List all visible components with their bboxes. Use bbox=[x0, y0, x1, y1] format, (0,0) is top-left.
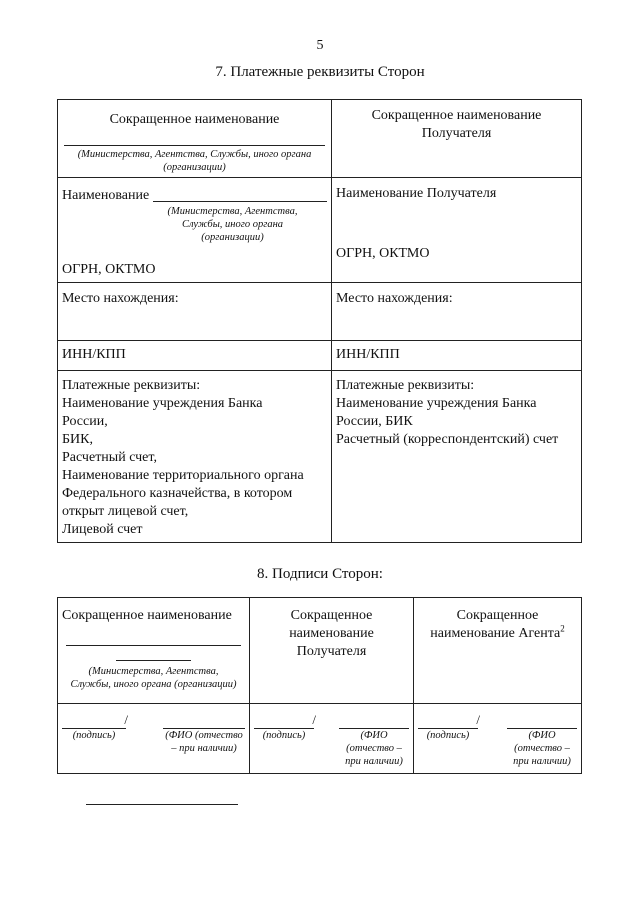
header-left-label: Сокращенное наименование bbox=[109, 112, 280, 127]
bank-right-line: Расчетный (корреспондентский) счет bbox=[336, 432, 559, 447]
fio-label: (ФИО (отчество – при наличии) bbox=[165, 730, 243, 754]
location-right: Место нахождения: bbox=[336, 291, 453, 306]
name-left-label: Наименование bbox=[62, 188, 150, 203]
name-right-label: Наименование Получателя bbox=[336, 186, 497, 201]
fio-line[interactable] bbox=[507, 715, 577, 729]
footnote-mark: 2 bbox=[560, 623, 565, 634]
sig-col1-header-cell bbox=[58, 598, 250, 704]
inn-left: ИНН/КПП bbox=[62, 347, 126, 362]
location-left: Место нахождения: bbox=[62, 291, 179, 306]
header-left-cell bbox=[58, 100, 332, 178]
sig-col1-line-short[interactable] bbox=[116, 660, 191, 661]
inn-right: ИНН/КПП bbox=[336, 347, 400, 362]
bank-left-line: Наименование учреждения Банка bbox=[62, 396, 263, 411]
bank-left-line: Федерального казначейства, в котором bbox=[62, 486, 293, 501]
sig-col3-header: Сокращенное наименование Агента bbox=[430, 608, 561, 641]
location-left-cell bbox=[58, 283, 332, 341]
name-left-cell bbox=[58, 178, 332, 283]
header-left-line[interactable] bbox=[64, 145, 325, 146]
signature-line[interactable]: / bbox=[62, 715, 126, 729]
fio-line[interactable] bbox=[163, 715, 245, 729]
sig-col3-header-cell bbox=[414, 598, 582, 704]
section-7-title: 7. Платежные реквизиты Сторон bbox=[215, 64, 425, 80]
bank-left-line: Расчетный счет, bbox=[62, 450, 157, 465]
bank-right-line: Платежные реквизиты: bbox=[336, 378, 475, 393]
sig-col3-sign-cell bbox=[414, 704, 582, 774]
fio-line[interactable] bbox=[339, 715, 409, 729]
bank-right-line: России, БИК bbox=[336, 414, 413, 429]
sig-col1-sign-cell bbox=[58, 704, 250, 774]
bank-left-cell bbox=[58, 371, 332, 543]
sig-col1-header: Сокращенное наименование bbox=[62, 608, 232, 623]
signature-line[interactable]: / bbox=[254, 715, 314, 729]
page-number: 5 bbox=[316, 38, 324, 53]
sig-col1-line[interactable] bbox=[66, 645, 241, 646]
signature-label: (подпись) bbox=[72, 730, 116, 741]
ogrn-left: ОГРН, ОКТМО bbox=[62, 262, 156, 277]
signature-label: (подпись) bbox=[426, 730, 470, 741]
footnote-separator bbox=[86, 804, 238, 805]
ogrn-right: ОГРН, ОКТМО bbox=[336, 246, 430, 261]
bank-left-line: Лицевой счет bbox=[62, 522, 143, 537]
name-right-cell bbox=[332, 178, 582, 283]
inn-right-cell bbox=[332, 341, 582, 371]
bank-left-line: России, bbox=[62, 414, 108, 429]
signatures-table bbox=[57, 597, 582, 774]
bank-right-line: Наименование учреждения Банка bbox=[336, 396, 537, 411]
fio-label: (ФИО (отчество – при наличии) bbox=[345, 730, 403, 767]
sig-col2-header: Сокращенное наименование Получателя bbox=[289, 608, 374, 659]
sig-col1-note: (Министерства, Агентства, Службы, иного органа (организации) bbox=[70, 666, 237, 690]
signature-line[interactable]: / bbox=[418, 715, 478, 729]
bank-right-cell bbox=[332, 371, 582, 543]
bank-left-line: Наименование территориального органа bbox=[62, 468, 304, 483]
bank-left-line: БИК, bbox=[62, 432, 93, 447]
header-left-note: (Министерства, Агентства, Службы, иного органа (организации) bbox=[77, 149, 312, 173]
payment-details-table bbox=[57, 99, 582, 543]
sig-col2-header-cell bbox=[250, 598, 414, 704]
header-right-cell bbox=[332, 100, 582, 178]
bank-left-line: Платежные реквизиты: bbox=[62, 378, 201, 393]
sig-col2-sign-cell bbox=[250, 704, 414, 774]
fio-label: (ФИО (отчество – при наличии) bbox=[513, 730, 571, 767]
inn-left-cell bbox=[58, 341, 332, 371]
section-8-title: 8. Подписи Сторон: bbox=[257, 566, 383, 582]
name-left-note: (Министерства, Агентства, Службы, иного органа (организации) bbox=[167, 206, 298, 243]
name-left-line[interactable] bbox=[153, 201, 327, 202]
location-right-cell bbox=[332, 283, 582, 341]
signature-label: (подпись) bbox=[262, 730, 306, 741]
header-right-label: Сокращенное наименование Получателя bbox=[371, 108, 542, 141]
bank-left-line: открыт лицевой счет, bbox=[62, 504, 189, 519]
sig-col3-header-wrap bbox=[418, 607, 577, 643]
